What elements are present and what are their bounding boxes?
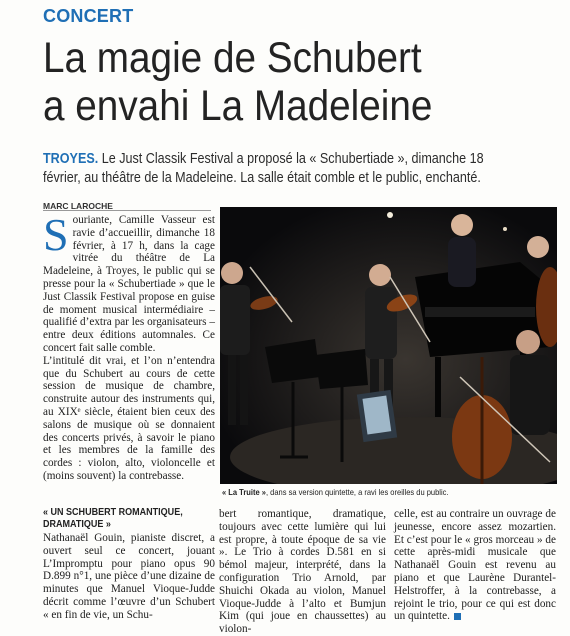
paragraph-5 <box>394 508 556 623</box>
end-of-article-mark <box>454 613 461 620</box>
paragraph-5-text: celle, est au contraire un ouvrage de jeunesse, encore assez mozartien. Et c’est pour le « gros morceau » de cette après-midi musicale que Nathanaël Gouin est revenu au piano et que Laurène Durantel-Helstroffer, à la contrebasse, a rejoint le trio, pour ce qui est donc un quintette. <box>394 508 556 623</box>
concert-photo <box>220 207 557 484</box>
headline <box>43 34 511 130</box>
paragraph-3: Nathanaël Gouin, pianiste discret, a ouvert seul ce concert, jouant L’Impromptu pour piano opus 90 D.899 n°1, une pièce d’une dizaine de minutes que Manuel Vioque-Judde décrit comme l’œuvre d’un Schubert « en fin de vie, un Schu- <box>43 532 215 621</box>
concert-photo-illustration <box>220 207 557 484</box>
photo-caption <box>222 488 535 497</box>
paragraph-1: ouriante, Camille Vasseur est ravie d’accueillir, dimanche 18 février, à 17 h, dans la cage vitrée du théâtre de La Madeleine, à Troyes, le public qui se presse pour la « Schubertiade » que le Just Classik Festival propose en guise de moment musical intermédiaire – qualifié d’extra par les organisateurs – entre deux éditions automnales. Ce concert fait salle comble. <box>43 214 215 354</box>
headline-line-2: a envahi La Madeleine <box>43 82 433 130</box>
column-1 <box>43 209 215 483</box>
column-2 <box>219 508 386 636</box>
subheading: « UN SCHUBERT ROMANTIQUE, DRAMATIQUE » <box>43 507 183 530</box>
drop-cap: S <box>43 209 69 260</box>
lead-text: Le Just Classik Festival a proposé la « Schubertiade », dimanche 18 février, au théâtre de la Madeleine. La salle était comble et le public, enchanté. <box>43 151 484 186</box>
column-3 <box>394 508 556 623</box>
author-byline: MARC LAROCHE <box>43 201 113 211</box>
paragraph-4: bert romantique, dramatique, toujours avec cette lumière qui lui est propre, à toute époque de sa vie ». Le Trio à cordes D.581 en si bémol majeur, interprété, dans la configuration Trio Arnold, par Shuichi Okada au violon, Manuel Vioque-Judde à l’alto et Bumjun Kim (qui joue en chaussettes) au violon- <box>219 508 386 636</box>
section-kicker: CONCERT <box>43 6 134 26</box>
lead-paragraph <box>43 150 518 188</box>
column-1-bottom <box>43 507 215 622</box>
caption-title: « La Truite » <box>222 488 266 497</box>
headline-line-1: La magie de Schubert <box>43 34 422 82</box>
lead-city: TROYES. <box>43 151 99 167</box>
caption-text: , dans sa version quintette, a ravi les oreilles du public. <box>265 488 449 497</box>
paragraph-2: L’intitulé dit vrai, et l’on n’entendra que du Schubert au cours de cette session de musique de chambre, construite autour des instruments qui, au XIXᵉ siècle, étaient bien ceux des salons de musique où se donnaient des concerts privés, à savoir le piano et les membres de la famille des cordes : violon, alto, violoncelle et (moins souvent) la contrebasse. <box>43 354 215 482</box>
